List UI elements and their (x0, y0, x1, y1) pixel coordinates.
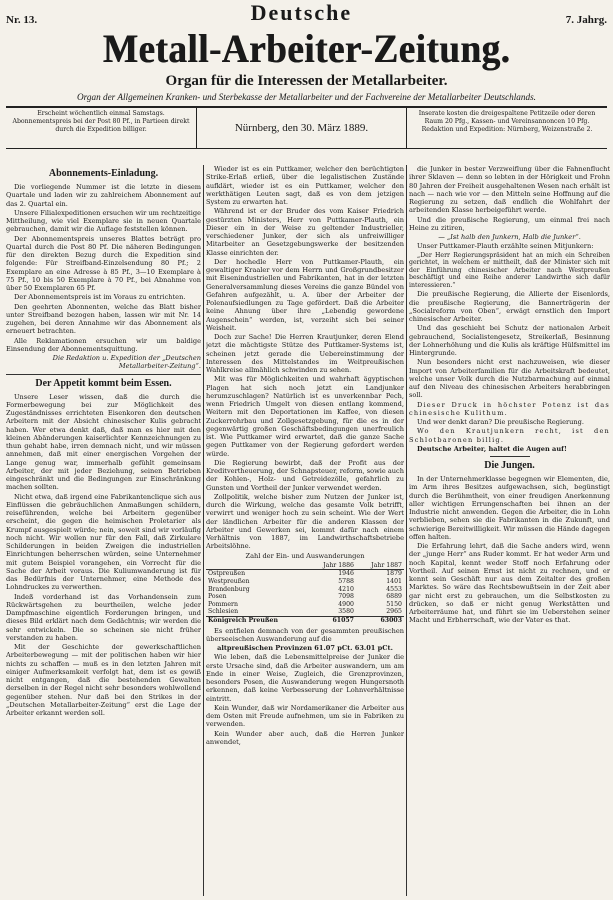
table-cell: 7098 (338, 593, 354, 601)
info-bar (6, 108, 607, 149)
paragraph: Kein Wunder aber auch, daß die Herren Junker anwendet, (206, 729, 404, 746)
headline-appetite: Der Appetit kommt beim Essen. (35, 377, 172, 389)
emphasis-paragraph: Dieser Druck in höchster Potenz ist das chinesische Kulithum. (409, 400, 610, 417)
table-cell: Ostpreußen (208, 570, 246, 578)
paragraph: Die Regierung bewirbt, daß der Profit aus der Kreditvertheuerung, der Schnapsteuer, reform, sowie auch der Kohlen-, Holz- und Getreidezölle, gefahrlich zu Gunsten und Vortheil der Junker verwendet werden. (206, 458, 404, 492)
table-total-row (206, 616, 404, 624)
table-cell: Westpreußen (208, 577, 250, 585)
table-cell: 4900 (338, 600, 354, 608)
paragraph: Unsere Leser wissen, daß die durch die Formerbewegung bei zur Möglichkeit des Zugeständnisses errichteten Eisenkoren den deutschen Arbeitern mit der Absicht chinesischer Kulis gebracht haben. Wer etwa denkt daß, daß man es hier mit den kleinen Abänderungen kaiserlichter Kennzeichnungen zu thun gehabt habe, irren demnach nicht, und wir müssen annehmen, daß mit einer energischen Vorgehen der Lange genug war, immerhalb gefühlt gemeinsam Arbeiter, der mit jeder Beziehung, seinen Betrieben eingeschränkt und die Bedingungen zur Einschränkung machen sollten. (6, 392, 201, 492)
headline-subscription: Abonnements-Einladung. (48, 168, 159, 179)
table-cell: 1946 (338, 570, 354, 578)
paragraph: Der Abonnementspreis ist im Voraus zu entrichten. (14, 293, 186, 302)
paragraph: Und wer denkt daran? Die preußische Regierung. (417, 418, 584, 427)
paragraph: In der Unternehmerklasse begegnen wir Elementen, die, im Arm ihres Besitzes aufgewachsen, sich, begünstigt durch die Berühmtheit, von einer freudigen Anerkennung aller wichtigen Errungenschaften bei ihnen an der Industrie nicht anwenden. Gegen die Arbeiter, die in Lohn verblieben, sehen sie die Fabrikanten in die Zukunft, und schwierige Bereitwilligkeit. Wir müssen die Hände dagegen offen halten. (409, 475, 610, 541)
table-row (206, 601, 404, 609)
table-row (206, 608, 404, 616)
table-row (206, 586, 404, 594)
table-cell: 2965 (386, 608, 402, 616)
volume-year: 7. Jahrg. (565, 14, 607, 26)
headline-the-young: Die Jungen. (484, 460, 535, 472)
table-title: Zahl der Ein- und Auswanderungen (245, 551, 365, 560)
paragraph: Den geehrten Abonnenten, welche das Blatt bisher unter Streifband bezogen haben, lassen wir mit Nr. 14 zugehen, bei deren Annahme wir das Abonnement als erneuert betrachten. (6, 302, 201, 336)
table-cell: 4553 (386, 585, 402, 593)
dateline-text: Nürnberg, den 30. März 1889. (234, 122, 369, 134)
paragraph: Es entfielen demnach von der gesammten preußischen überseeischen Auswanderung auf die (206, 626, 404, 643)
paragraph: Mit was für Möglichkeiten und wahrhaft ägyptischen Plagen hat sich noch jetzt ein Landjunker herumzuschlagen? Natürlich ist es unverkennbar Pech, wenn Friedrich Umgelt von diesen entlang kommend, Weitern mit den Deportationen im Kaffee, von diesen Zuckerrohrbau und Zollgesetzgebung, für die es in der gegenwärtig großen Geschäftsbedingungen unerfreulich ist. Wie Puttkamer wird erwartet, daß die ganze Sache gegen Puttkamer von der Regierung gefordert werden würde. (206, 375, 404, 458)
paragraph: Nicht etwa, daß irgend eine Fabrikantenclique sich aus Einflüssen die gebräuchlichen Anmaßungen schildern, reiseführenden, welche bei Arbeitern gegenüber erscheint, die gegen die heimischen Proletarier als Krumpf ausgespielt würde; nein, soweit sind wir vorläufig noch nicht. Wir wollen nur für den Fall, daß Zirkulare Schilderungen in beiden Zweigen die industriellen Einrichtungen beherrschen würden, seine Unternehmer mit gutem Beispiel vorangehen, ein Vorrecht für die Sache der Arbeit voraus. Die Kuliumwanderung ist für das Bedürfnis der Unternehmer, eine Methode des Lohndruckes zu verwerthen. (6, 492, 201, 592)
dateline (196, 108, 407, 148)
table-cell: Brandenburg (208, 585, 250, 593)
column-2 (206, 165, 404, 896)
newspaper-page (6, 0, 610, 896)
paragraph: Der Abonnementspreis unseres Blattes beträgt pro Quartal durch die Post 80 Pf. Die näheren Bedingungen für den direkten Bezug durch die Expedition sind folgende: Für Streifband-Einzelsendung 80 Pf.; 2 Exemplare an eine Adresse à 85 Pf., 3—10 Exemplare à 75 Pf., 10 bis 50 Exemplare à 70 Pf., bei Abnahme von über 50 Exemplaren 65 Pf. (6, 234, 201, 292)
paragraph: Und die preußische Regierung, um einmal frei nach Heine zu zitiren, (409, 215, 610, 232)
table-cell: 63003 (356, 616, 404, 624)
paragraph: Die preußische Regierung, die Allierte der Eisenlords, die preußische Regierung, die Bannerträgerin der „Socialreform von Oben“, erwägt ernstlich den Import chinesischer Arbeiter. (409, 290, 610, 324)
paragraph: Indeß vorderhand ist das Vorhandensein zum Rückwärtsgehen zu beurtheilen, welche jeder Dampfmaschine eigentlich Forderungen bringen, und dieses Bild erklärt nach dem Gedächtnis; wir werden die sehr entwickeln. Die so scheinen sie nicht früher verstanden zu haben. (6, 592, 201, 642)
table-cell: 5150 (386, 600, 402, 608)
masthead-subtitle: Organ für die Interessen der Metallarbeiter. (165, 73, 448, 89)
column-rule (203, 165, 204, 896)
table-row (206, 593, 404, 601)
signoff-editorial: Die Redaktion u. Expedition der „Deutschen Metallarbeiter-Zeitung“. (52, 354, 201, 371)
table-row (206, 578, 404, 586)
table-cell: Königreich Preußen (206, 616, 308, 624)
percentage-line: altpreußischen Provinzen 61.07 pCt. 63.01 pCt. (217, 644, 393, 652)
issue-number: Nr. 13. (6, 14, 38, 26)
table-cell: Pommern (208, 600, 238, 608)
table-row (206, 570, 404, 578)
section-divider (6, 374, 201, 375)
quoted-letter: „Der Herr Regierungspräsident hat an mich ein Schreiben gerichtet, in welchem er mittheilt, daß der Minister sich mit der Einführung chinesischer Arbeiter nach Westpreußen beschäftigt und eine Reihe anderer Landwirthe sich dafür interessieren.“ (409, 251, 610, 289)
table-cell: 61057 (308, 616, 356, 624)
paragraph: Die vorliegende Nummer ist die letzte in diesem Quartale und laden wir zu zahlreichem Abonnement auf das 2. Quartal ein. (6, 183, 201, 208)
column-3 (409, 165, 610, 896)
masthead-top-row (6, 0, 607, 26)
paragraph: Der hochedle Herr von Puttkamer-Plauth, ein gewaltiger Kraaler vor dem Herrn und Großgrundbesitzer mit Eisenindustriellen und Fabrikanten, hat in der letzten Generalversammlung dieses Vereins die ganze Bündel von Gefahren aufgezählt, u. A. über der Arbeiter der Polenaufsiedlungen zu Tage gefördert. Daß die Arbeiter keine Ahnung über ihre „Lebendig gewordene Augenschein“ werden, ist, verzeiht sich bei seiner Weisheit. (206, 257, 404, 332)
advertising-note: Inserate kosten die dreigespaltene Petitzeile oder deren Raum 20 Pfg., Kassen- und Vereinsannoncen 10 Pfg. Redaktion und Expedition: Nürnberg, Weizenstraße 2. (418, 110, 596, 133)
table-header: Jahr 1886 (308, 562, 356, 570)
table-cell: Posen (208, 593, 227, 601)
table-cell: 6889 (386, 593, 402, 601)
paragraph: Doch zur Sache! Die Herren Krautjunker, deren Elend jetzt die mächtigste Stütze des Puttkamer-Systems ist, scheinen jetzt gerade die Uebereinstimmung der Interessen des Mittelstandes im Weitpreußischen Wahlkreise allmählich schwinden zu sehen. (206, 333, 404, 374)
section-divider (490, 456, 530, 457)
paragraph: Während ist er der Bruder des vom Kaiser Friedrich gestürzten Ministers, Herr von Puttkamer-Plauth, ein Dieser ein in der Weise zu geltender Industrieller, verschiedener Junker, der sich als unfreiwilliger Mitarbeiter an Gesetzgebungswerke der besitzenden Klasse einrichten der. (206, 207, 404, 257)
organ-line: Organ der Allgemeinen Kranken- und Sterbekasse der Metallarbeiter und der Fachvereine der Metallarbeiter Deutschlands. (77, 92, 536, 102)
paragraph: Mit der Geschichte der gewerkschaftlichen Arbeiterbewegung — mit der politischen haben wir hier nichts zu schaffen — muß es in den letzten Jahren mit einiger Aufmerksamkeit verfolgt hat, dem ist es gewiß nicht entgangen, daß die bestehenden Gewalten derselben in der Regel nicht sehr besonders wohlwollend gegenüber stehen. Nur daß bei den Strikes in der „Deutschen Metallarbeiter-Zeitung“ erst die Lage der Arbeiter erkannt werden soll. (6, 643, 201, 717)
emphasis-paragraph: Wo den Krautjunkern recht, ist den Schlotbaronen billig. (409, 427, 610, 444)
table-cell: 1879 (386, 570, 402, 578)
table-header: Jahr 1887 (356, 562, 404, 570)
paragraph: Wieder ist es ein Puttkamer, welcher den berüchtigten Strike-Erlaß erließ, über die legalistischen Zustände aufklärt, wieder ist es ein Puttkamer, welcher den werkthätigen Leuten sagt, daß es von dem jetzigen System zu erwarten hat. (206, 165, 404, 206)
table-cell: 3580 (338, 608, 354, 616)
column-1 (6, 165, 201, 896)
subscription-note: Erscheint wöchentlich einmal Samstags. Abonnementspreis bei der Post 80 Pf., in Partieen direkt durch die Expedition billiger. (12, 110, 190, 133)
table-cell: 1401 (386, 577, 402, 585)
paragraph: Unsere Filialexpeditionen ersuchen wir um rechtzeitige Mittheilung, wie viel Exemplare sie in neuen Quartale gebrauchen, damit wir die Auflage feststellen können. (6, 208, 201, 234)
paragraph: Unser Puttkamer-Plauth erzählte seinen Mitjunkern: (417, 242, 594, 251)
paragraph: Nun besonders nicht erst nachzuweisen, wie dieser Import von Arbeiterfamilien für die Arbeitskraft bedeutet, welche unser Volk durch die Nutzbarmachung auf einmal auf den Niveau des chinesischen Arbeiters herabbringen soll. (409, 358, 610, 400)
article-columns (6, 165, 610, 896)
paragraph: Alle Reklamationen ersuchen wir um baldige Einsendung der Abonnementsquittung. (6, 336, 201, 353)
masthead-title: Metall-Arbeiter-Zeitung. (102, 26, 511, 71)
heine-quote: — „Ist halb den Junkern, Halb die Junker“. (438, 233, 581, 241)
paragraph: Und das geschieht bei Schutz der nationalen Arbeit gebrauchend, Socialistengesetz, Streikerlaß, Besinnung der Lohnerhöhung und die Kulis als kräftige Hülfsmittel im Hintergrunde. (409, 324, 610, 358)
paragraph: die Junker in bester Verzweiflung über die Fahnenflucht ihrer Sklaven — denn so lebten in der Hörigkeit und Frohn 80 Jahren der Freiheit ausgehaltenen Wesen nach erhält ist nach — nach wie vor — den Mitteln seine Hoffnung auf die Regierung zu setzen, daß endlich die Wohlfahrt der arbeitenden Klasse herbeigeführt werde. (409, 165, 610, 215)
emigration-table (206, 562, 404, 625)
table-cell: 5788 (338, 577, 354, 585)
closing-appeal: Deutsche Arbeiter, haltet die Augen auf! (417, 444, 567, 453)
paragraph: Wie leben, daß die Lebensmittelpreise der Junker die erste Ursache sind, daß die Arbeiter auswandern, um am Ende in einer Weise, Zugleich, die Grenzprovinzen, besonders Posen, die Auswanderung wegen Hungersnoth erkennen, daß keine Verbesserung der Lohnverhältnisse eintritt. (206, 653, 404, 703)
table-cell: Schlesien (208, 608, 239, 616)
masthead-deutsche: Deutsche (250, 0, 353, 25)
paragraph: Zollpolitik, welche bisher zum Nutzen der Junker ist, durch die Wirkung, welche das gesamte Volk betrifft, verwirrt und weniger hoch zu sein scheint. Wie der Wert der ländlichen Arbeiter für die anderen Klassen der Arbeiter und Gewerken sei, kommt dafür nach einem Verhältnis von 1887, im Landwirthschaftsbetriebe Arbeitslöhne. (206, 492, 404, 551)
paragraph: Kein Wunder, daß wir Nordamerikaner die Arbeiter aus dem Osten mit Freude aufnehmen, um sie in Fabriken zu verwenden. (206, 703, 404, 729)
paragraph: Die Erfahrung lehrt, daß die Sache anders wird, wenn der „junge Herr“ ans Ruder kommt. Er hat weder Arm und noch Kapital, kennt weder Stoff noch Erfahrung oder Vortheil. Auf seinen Ernst ist nicht zu rechnen, und er kennt sein Geschäft nur aus dem Zeitalter des großen Marktes. So wäre das Rechtsbewußtsein in der Zeit aber gar nicht erst zu gebrauchen, um die Selbstkosten zu drücken, so daß er nicht genug Werkstätten und Arbeiterräume hat, und führt sie im Ueberstehen seiner Macht und Erbherrschaft, wie der Vater es that. (409, 542, 610, 625)
table-cell: 4210 (338, 585, 354, 593)
column-rule (406, 165, 407, 896)
table-header (206, 562, 308, 570)
